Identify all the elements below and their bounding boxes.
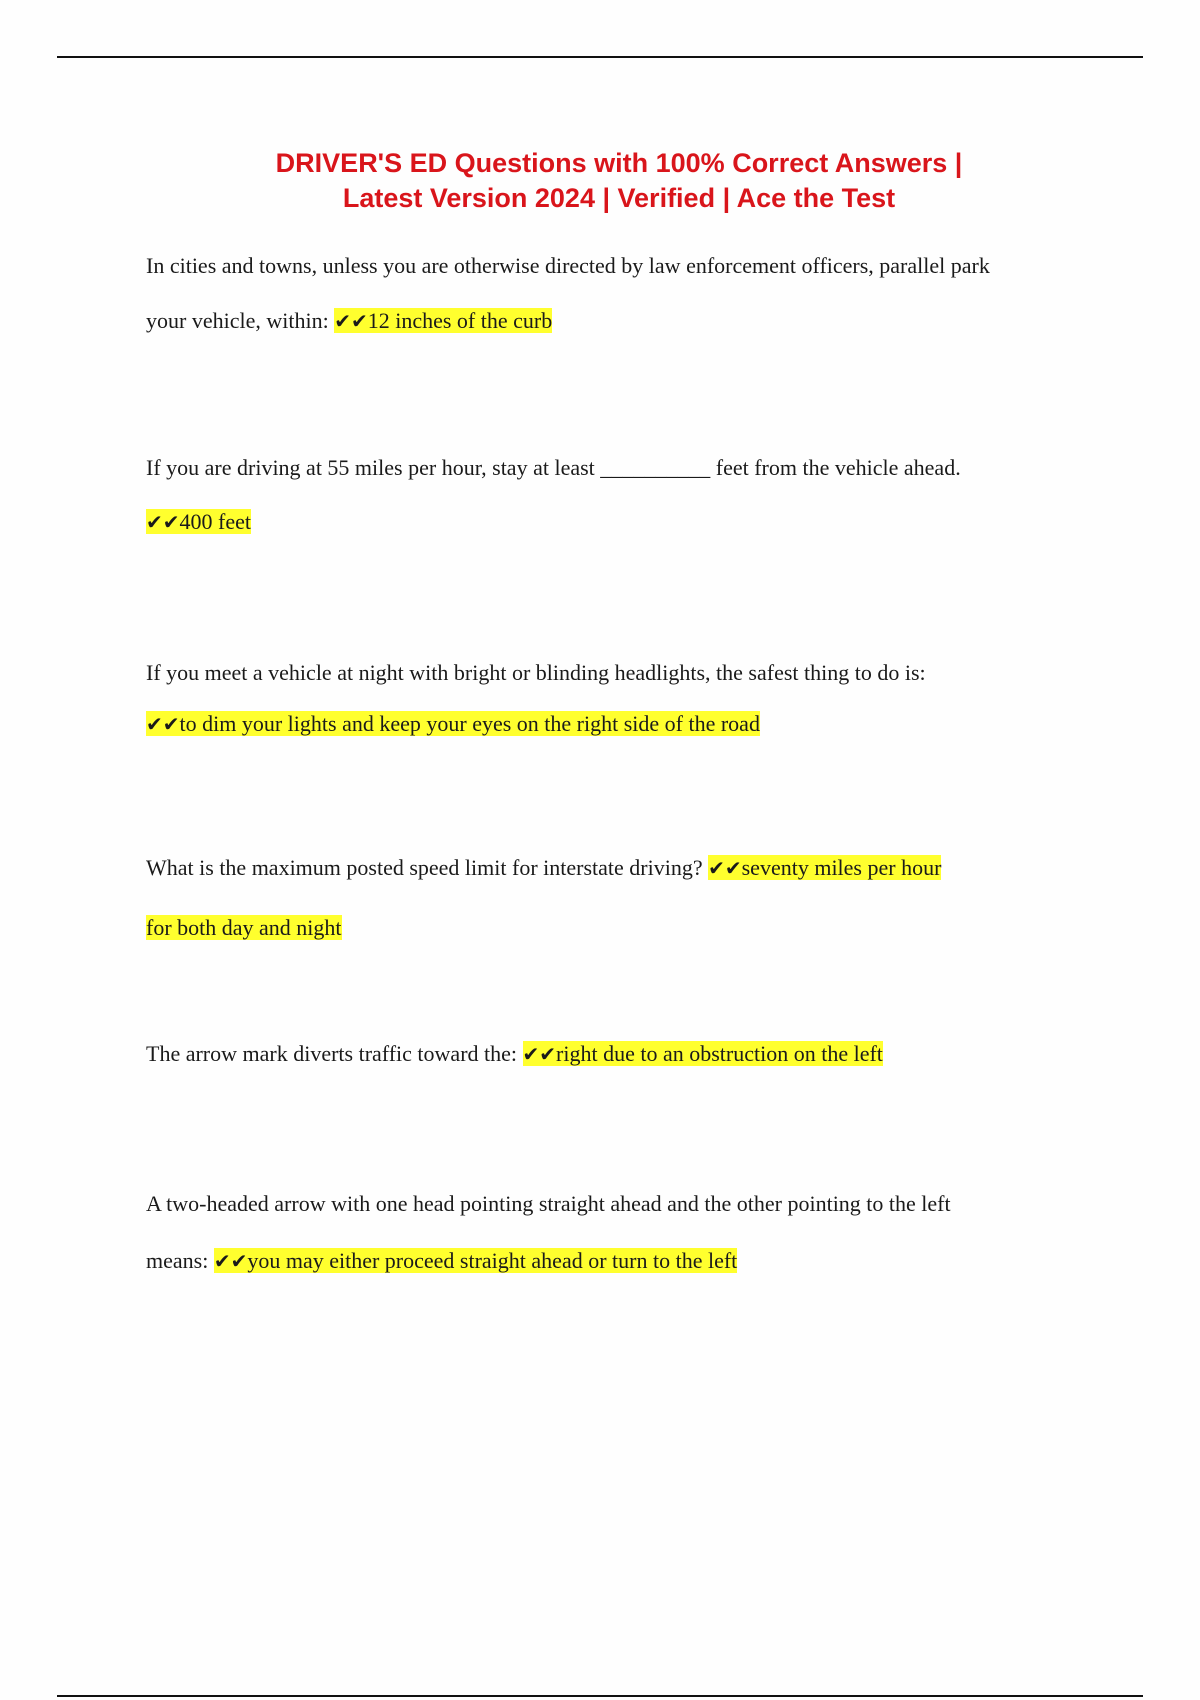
answer-text: to dim your lights and keep your eyes on the right side of the road (179, 711, 760, 736)
question-text: The arrow mark diverts traffic toward the: (146, 1041, 523, 1066)
title-line-2: Latest Version 2024 | Verified | Ace the Test (342, 183, 896, 213)
answer-highlight (214, 1248, 737, 1273)
answer-highlight (523, 1041, 883, 1066)
answer-text: seventy miles per hour (741, 855, 942, 880)
qa-item-5 (146, 1039, 1046, 1069)
answer-text: right due to an obstruction on the left (556, 1041, 883, 1066)
answer-text: for both day and night (146, 915, 342, 940)
top-rule (57, 56, 1143, 58)
qa-item-3 (146, 647, 1046, 750)
double-check-icon: ✔✔ (708, 856, 742, 880)
answer-text: 12 inches of the curb (367, 308, 553, 333)
question-text: In cities and towns, unless you are otherwise directed by law enforcement officers, parallel park (146, 253, 990, 278)
question-text: A two-headed arrow with one head pointing straight ahead and the other pointing to the left (146, 1191, 951, 1216)
question-text: means: (146, 1248, 214, 1273)
answer-highlight (334, 308, 552, 333)
answer-highlight (146, 509, 251, 534)
question-text: What is the maximum posted speed limit for interstate driving? (146, 855, 709, 880)
double-check-icon: ✔✔ (146, 712, 180, 736)
double-check-icon: ✔✔ (146, 510, 180, 534)
answer-highlight (146, 711, 760, 736)
document-title (146, 146, 1092, 216)
qa-item-2 (146, 441, 1046, 549)
bottom-rule (57, 1695, 1143, 1697)
answer-text: you may either proceed straight ahead or turn to the left (247, 1248, 738, 1273)
qa-item-1 (146, 238, 1046, 349)
answer-highlight (708, 855, 941, 880)
double-check-icon: ✔✔ (213, 1249, 248, 1273)
qa-item-4 (146, 838, 1046, 958)
double-check-icon: ✔✔ (522, 1042, 557, 1066)
title-line-1: DRIVER'S ED Questions with 100% Correct Answers | (275, 148, 963, 178)
answer-text: 400 feet (179, 509, 251, 534)
question-text: If you meet a vehicle at night with bright or blinding headlights, the safest thing to do is: (146, 660, 926, 685)
question-text: your vehicle, within: (146, 308, 335, 333)
answer-highlight (146, 915, 342, 940)
question-text: If you are driving at 55 miles per hour, stay at least __________ feet from the vehicle ahead. (146, 455, 961, 480)
double-check-icon: ✔✔ (334, 309, 368, 333)
qa-item-6 (146, 1175, 1046, 1290)
